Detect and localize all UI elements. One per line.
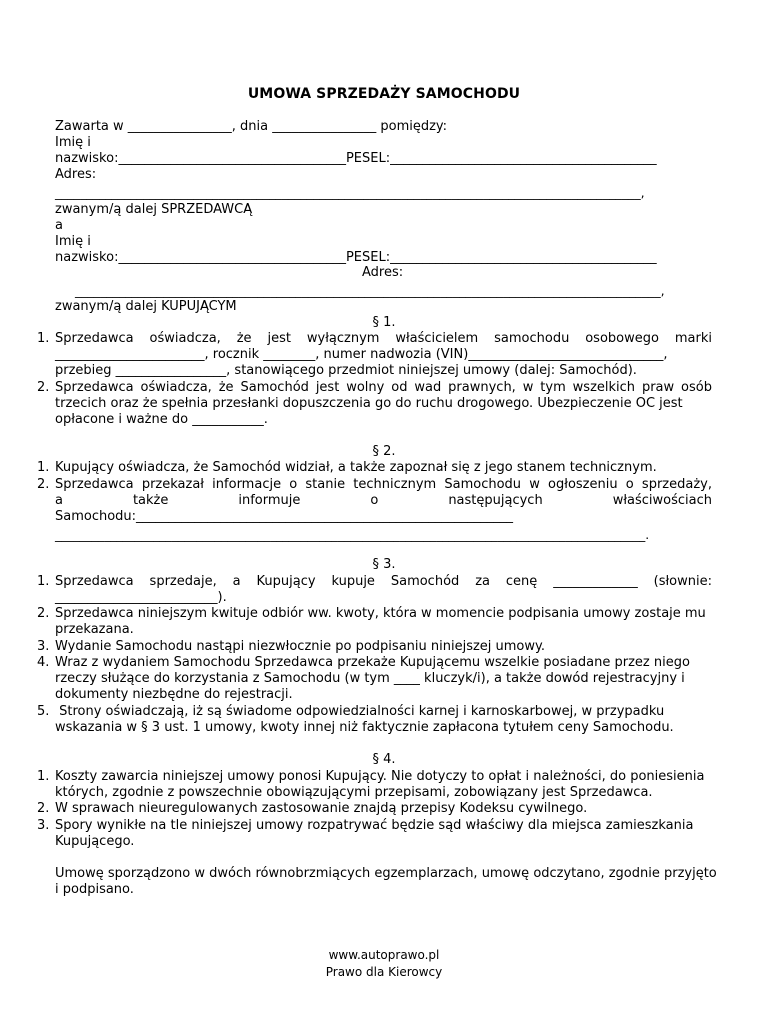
s4-p1-line1: Koszty zawarcia niniejszej umowy ponosi Kupujący. Nie dotyczy to opłat i należności, do poniesienia [55, 769, 705, 784]
intro-place-date: Zawarta w ________________, dnia ________________ pomiędzy: [55, 119, 448, 134]
list-number: 4. [37, 655, 50, 670]
s4-p3-line1: Spory wynikłe na tle niniejszej umowy rozpatrywać będzie sąd właściwy dla miejsca zamieszkania [55, 818, 694, 833]
s3-p3-line1: Wydanie Samochodu nastąpi niezwłocznie po podpisaniu niniejszej umowy. [55, 639, 545, 654]
list-number: 1. [37, 331, 50, 346]
s1-p1-line2: _______________________, rocznik ________, numer nadwozia (VIN)______________________________, [55, 347, 668, 362]
list-number: 2. [37, 606, 50, 621]
section-3-heading: § 3. [372, 557, 396, 572]
s2-p1-line1: Kupujący oświadcza, że Samochód widział, a także zapoznał się z jego stanem technicznym. [55, 460, 657, 475]
s3-p2-line2: przekazana. [55, 622, 134, 637]
s3-p4-line1: Wraz z wydaniem Samochodu Sprzedawca przekaże Kupującemu wszelkie posiadane przez niego [55, 655, 690, 670]
s1-p2-line3: opłacone i ważne do ___________. [55, 412, 268, 427]
document-title: UMOWA SPRZEDAŻY SAMOCHODU [247, 86, 521, 102]
s2-p2-line4: ________________________________________________________________________________________________. [55, 528, 650, 542]
s3-p4-line3: dokumenty niezbędne do rejestracji. [55, 687, 293, 702]
list-number: 3. [37, 639, 50, 654]
s2-p2-line2: a także informuje o następujących właściwościach [55, 493, 712, 508]
section-1-heading: § 1. [372, 315, 396, 330]
closing-line2: i podpisano. [55, 882, 134, 897]
buyer-address-line: _____________________________________________________________________________________________, [75, 283, 665, 298]
s3-p2-line1: Sprzedawca niniejszym kwituje odbiór ww. kwoty, która w momencie podpisania umowy zostaje mu [55, 606, 706, 621]
list-number: 1. [37, 769, 50, 784]
section-2-heading: § 2. [372, 444, 396, 459]
s4-p3-line2: Kupującego. [55, 834, 135, 849]
list-number: 2. [37, 380, 50, 395]
footer-tagline: Prawo dla Kierowcy [325, 965, 443, 979]
seller-role: zwanym/ą dalej SPRZEDAWCĄ [55, 202, 253, 217]
list-number: 1. [37, 460, 50, 475]
s1-p2-line1: Sprzedawca oświadcza, że Samochód jest wolny od wad prawnych, w tym wszelkich praw osób [55, 380, 712, 395]
section-4-heading: § 4. [372, 752, 396, 767]
list-number: 1. [37, 574, 50, 589]
buyer-name-pesel-line: nazwisko:___________________________________PESEL:_________________________________________ [55, 250, 657, 265]
seller-name-label: Imię i [55, 135, 91, 150]
s3-p5-line2: wskazania w § 3 ust. 1 umowy, kwoty innej niż faktycznie zapłacona tytułem ceny Samochodu. [55, 720, 674, 735]
s3-p5-line1: Strony oświadczają, iż są świadome odpowiedzialności karnej i karnoskarbowej, w przypadku [55, 704, 665, 719]
seller-name-pesel-line: nazwisko:___________________________________PESEL:_________________________________________ [55, 151, 657, 166]
s1-p1-line3: przebieg _________________, stanowiącego przedmiot niniejszej umowy (dalej: Samochód). [55, 363, 637, 378]
seller-address-line: _____________________________________________________________________________________________, [55, 185, 645, 200]
list-number: 2. [37, 801, 50, 816]
s1-p1-line1: Sprzedawca oświadcza, że jest wyłącznym właścicielem samochodu osobowego marki [55, 331, 712, 346]
list-number: 3. [37, 818, 50, 833]
s3-p1-line2: _________________________). [55, 590, 227, 605]
s3-p4-line2: rzeczy służące do korzystania z Samochodu (w tym ____ kluczyk/i), a także dowód rejestracyjny i [55, 671, 685, 686]
closing-line1: Umowę sporządzono w dwóch równobrzmiących egzemplarzach, umowę odczytano, zgodnie przyjęto [55, 866, 717, 881]
buyer-address-label: Adres: [362, 265, 404, 280]
s4-p2-line1: W sprawach nieuregulowanych zastosowanie znajdą przepisy Kodeksu cywilnego. [55, 801, 588, 816]
footer-url[interactable]: www.autoprawo.pl [328, 948, 440, 962]
seller-address-label: Adres: [55, 167, 97, 182]
s2-p2-line1: Sprzedawca przekazał informacje o stanie technicznym Samochodu w ogłoszeniu o sprzedaży, [55, 477, 712, 492]
buyer-role: zwanym/ą dalej KUPUJĄCYM [55, 299, 237, 314]
buyer-name-label: Imię i [55, 234, 91, 249]
conjunction: a [55, 218, 63, 233]
s4-p1-line2: których, zgodnie z powszechnie obowiązującymi przepisami, zobowiązany jest Sprzedawca. [55, 785, 653, 800]
s3-p1-line1: Sprzedawca sprzedaje, a Kupujący kupuje Samochód za cenę _____________ (słownie: [55, 574, 712, 589]
s2-p2-line3: Samochodu:__________________________________________________________ [55, 509, 514, 524]
list-number: 5. [37, 704, 50, 719]
s1-p2-line2: trzecich oraz że spełnia przesłanki dopuszczenia go do ruchu drogowego. Ubezpieczenie OC jest [55, 396, 683, 411]
list-number: 2. [37, 477, 50, 492]
